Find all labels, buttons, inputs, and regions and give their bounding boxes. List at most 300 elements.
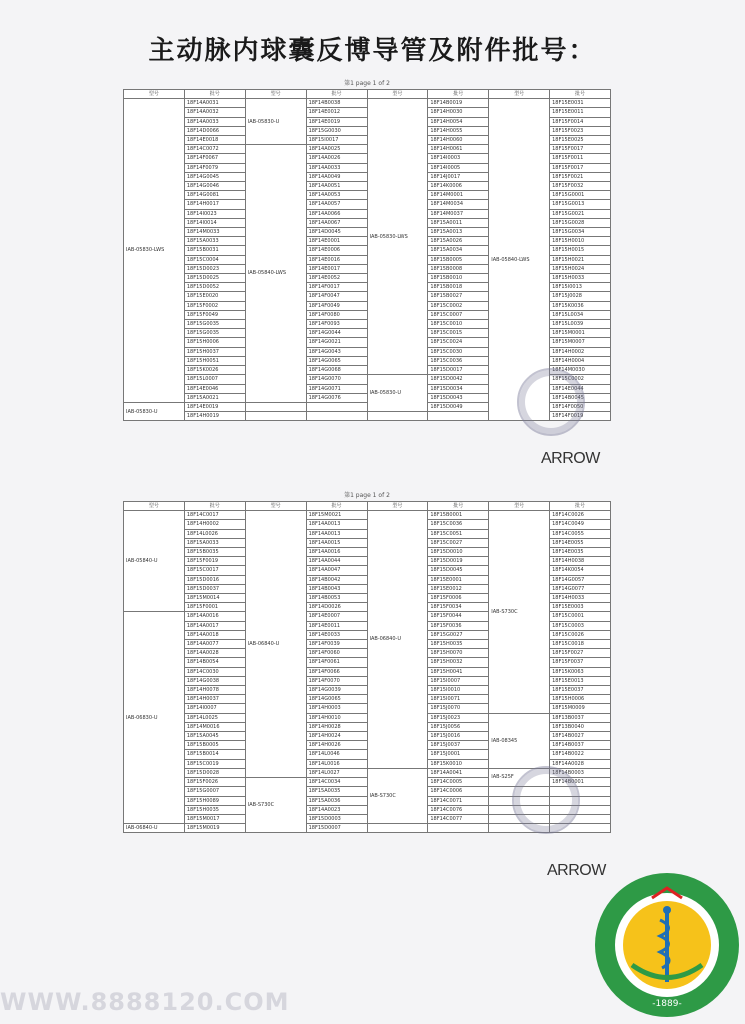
lot-cell: 18F14I0005: [428, 163, 489, 172]
empty-cell: [367, 412, 428, 421]
lot-cell: 18F15H0024: [550, 264, 611, 273]
lot-cell: 18F15K0026: [184, 366, 245, 375]
model-header: 型号: [367, 90, 428, 99]
lot-cell: 18F15C0036: [428, 520, 489, 529]
arrow-logo: ARROW: [541, 450, 600, 467]
lot-cell: 18F14G0081: [184, 191, 245, 200]
lot-cell: 18F14E0019: [306, 117, 367, 126]
lot-cell: 18F15E0011: [550, 108, 611, 117]
lot-cell: 18F14A0028: [184, 649, 245, 658]
lot-cell: 18F14H0037: [184, 695, 245, 704]
lot-cell: 18F15J0028: [550, 292, 611, 301]
model-cell: IAB-S730C: [245, 778, 306, 833]
lot-header: 批号: [550, 502, 611, 511]
model-cell: IAB-05830-U: [245, 99, 306, 145]
lot-cell: 18F14H0026: [306, 741, 367, 750]
lot-cell: 18F14G0077: [550, 584, 611, 593]
lot-cell: 18F14H0028: [306, 722, 367, 731]
lot-cell: 18F15C0051: [428, 529, 489, 538]
lot-cell: 18F15H0033: [550, 274, 611, 283]
lot-cell: 18F15E0037: [550, 686, 611, 695]
model-cell: IAB-S730C: [367, 768, 428, 823]
lot-cell: 18F14E0044: [550, 384, 611, 393]
lot-cell: 18F14A0033: [306, 163, 367, 172]
lot-cell: 18F14C0076: [428, 805, 489, 814]
lot-cell: 18F14F0070: [306, 676, 367, 685]
lot-cell: 18F15C0019: [184, 759, 245, 768]
lot-cell: 18F14H0002: [550, 347, 611, 356]
lot-cell: 18F15D0052: [184, 283, 245, 292]
lot-cell: 18F15C0002: [550, 375, 611, 384]
lot-cell: 18F15D0010: [428, 548, 489, 557]
lot-cell: 18F14E0035: [550, 548, 611, 557]
lot-cell: 18F14H0017: [184, 200, 245, 209]
lot-cell: 18F15I0007: [428, 676, 489, 685]
table-caption: 第1 page 1 of 2: [344, 492, 390, 499]
lot-cell: 18F14E0016: [306, 255, 367, 264]
lot-cell: 18F14A0026: [306, 154, 367, 163]
lot-header: 批号: [306, 502, 367, 511]
company-stamp: [517, 368, 585, 436]
lot-cell: 18F14E0052: [306, 274, 367, 283]
lot-cell: 18F15H0035: [428, 640, 489, 649]
lot-cell: 18F14C0005: [428, 778, 489, 787]
lot-cell: 18F15D0045: [428, 566, 489, 575]
lot-cell: 18F14M0016: [184, 722, 245, 731]
lot-cell: 18F14F0039: [306, 640, 367, 649]
lot-cell: 18F15F0002: [184, 301, 245, 310]
empty-cell: [245, 402, 306, 411]
lot-cell: 18F15G0035: [184, 329, 245, 338]
lot-cell: 18F14A0023: [306, 805, 367, 814]
lot-cell: 18F15L0034: [550, 310, 611, 319]
lot-cell: 18F14L0027: [306, 768, 367, 777]
model-header: 型号: [489, 90, 550, 99]
lot-cell: 18F15C0007: [428, 310, 489, 319]
lot-cell: 18F14F0080: [306, 310, 367, 319]
lot-cell: 18F13B0037: [550, 713, 611, 722]
lot-cell: 18F15H0089: [184, 796, 245, 805]
model-header: 型号: [245, 502, 306, 511]
svg-text:-1889-: -1889-: [652, 999, 682, 1009]
lot-cell: 18F14B0027: [550, 732, 611, 741]
lot-cell: 18F15E0031: [550, 99, 611, 108]
lot-cell: 18F15C0002: [428, 301, 489, 310]
lot-cell: 18F14A0077: [184, 640, 245, 649]
lot-cell: 18F14I0014: [184, 218, 245, 227]
lot-cell: 18F14F0093: [306, 320, 367, 329]
lot-cell: 18F14A0041: [428, 768, 489, 777]
lot-cell: 18F14A0032: [184, 108, 245, 117]
website-watermark: WWW.8888120.COM: [0, 988, 290, 1016]
model-header: 型号: [489, 502, 550, 511]
empty-cell: [306, 402, 367, 411]
lot-cell: 18F15H0070: [428, 649, 489, 658]
lot-cell: 18F14B0001: [550, 778, 611, 787]
lot-cell: 18F14E0046: [184, 384, 245, 393]
model-cell: IAB-05830-LWS: [367, 99, 428, 375]
lot-cell: 18F14A0033: [184, 117, 245, 126]
lot-cell: 18F15H0006: [550, 695, 611, 704]
lot-cell: 18F14C0049: [550, 520, 611, 529]
lot-cell: 18F15J0070: [428, 704, 489, 713]
lot-cell: 18F15H0051: [184, 356, 245, 365]
lot-cell: 18F15D0019: [428, 557, 489, 566]
lot-cell: 18F14G0039: [306, 686, 367, 695]
lot-cell: 18F15B0001: [428, 511, 489, 520]
lot-cell: 18F14D0026: [306, 603, 367, 612]
lot-cell: 18F14M0037: [428, 209, 489, 218]
lot-cell: 18F14L0026: [184, 529, 245, 538]
lot-cell: 18F14C0026: [550, 511, 611, 520]
lot-cell: 18F15C0018: [550, 640, 611, 649]
model-cell: IAB-05840-U: [124, 511, 185, 612]
lot-cell: 18F14C0017: [184, 511, 245, 520]
lot-cell: 18F15E0003: [550, 603, 611, 612]
lot-cell: 18F15H0037: [184, 347, 245, 356]
lot-cell: 18F14I0003: [428, 154, 489, 163]
lot-cell: 18F15G0001: [550, 191, 611, 200]
lot-cell: 18F15I0017: [306, 136, 367, 145]
lot-header: 批号: [550, 90, 611, 99]
lot-cell: 18F15C0024: [428, 338, 489, 347]
lot-header: 批号: [428, 502, 489, 511]
lot-cell: 18F14H0038: [550, 557, 611, 566]
lot-cell: 18F15L0007: [184, 375, 245, 384]
lot-cell: 18F14A0051: [306, 182, 367, 191]
lot-cell: 18F15D0016: [184, 575, 245, 584]
lot-cell: 18F15C0001: [550, 612, 611, 621]
lot-cell: 18F15H0015: [550, 246, 611, 255]
lot-cell: 18F15M0019: [184, 824, 245, 833]
lot-cell: 18F15F0034: [428, 603, 489, 612]
lot-cell: 18F15J0056: [428, 722, 489, 731]
model-header: 型号: [124, 502, 185, 511]
lot-cell: 18F15D0049: [428, 402, 489, 411]
lot-cell: 18F14H0002: [184, 520, 245, 529]
lot-cell: 18F14C0072: [184, 145, 245, 154]
empty-cell: [306, 412, 367, 421]
lot-cell: 18F14I0007: [184, 704, 245, 713]
model-cell: IAB-05830-LWS: [124, 99, 185, 403]
lot-cell: 18F14A0049: [306, 172, 367, 181]
lot-cell: 18F14C0006: [428, 787, 489, 796]
lot-cell: 18F14F0066: [306, 667, 367, 676]
lot-cell: 18F14A0047: [306, 566, 367, 575]
lot-cell: 18F14A0057: [306, 200, 367, 209]
lot-cell: 18F15C0010: [428, 320, 489, 329]
lot-cell: 18F15I0071: [428, 695, 489, 704]
lot-cell: 18F15M0014: [184, 594, 245, 603]
lot-cell: 18F14B0019: [428, 99, 489, 108]
lot-cell: 18F14E0012: [306, 108, 367, 117]
lot-cell: 18F14M0034: [428, 200, 489, 209]
model-cell: IAB-06830-U: [124, 612, 185, 824]
lot-cell: 18F15B0014: [184, 750, 245, 759]
lot-cell: 18F15C0030: [428, 347, 489, 356]
lot-cell: 18F14G0021: [306, 338, 367, 347]
lot-cell: 18F15M0009: [550, 704, 611, 713]
lot-cell: 18F15B0010: [428, 274, 489, 283]
lot-cell: 18F15D0023: [184, 264, 245, 273]
lot-cell: 18F15A0011: [428, 218, 489, 227]
lot-cell: 18F15B0005: [184, 741, 245, 750]
lot-cell: 18F14F0060: [306, 649, 367, 658]
lot-cell: 18F15A0013: [428, 228, 489, 237]
lot-cell: 18F14G0044: [306, 329, 367, 338]
table-caption: 第1 page 1 of 2: [344, 80, 390, 87]
lot-cell: 18F15D0034: [428, 384, 489, 393]
lot-cell: 18F14H0024: [306, 732, 367, 741]
lot-cell: 18F14A0013: [306, 529, 367, 538]
lot-cell: 18F15C0015: [428, 329, 489, 338]
lot-cell: 18F15F0006: [428, 594, 489, 603]
lot-cell: 18F14L0025: [184, 713, 245, 722]
lot-cell: 18F14G0065: [306, 695, 367, 704]
lot-cell: 18F14E0001: [306, 237, 367, 246]
lot-cell: 18F14K0006: [428, 182, 489, 191]
lot-cell: 18F14H0010: [306, 713, 367, 722]
lot-cell: 18F14L0016: [306, 759, 367, 768]
lot-cell: 18F15M0007: [550, 338, 611, 347]
lot-cell: 18F15F0017: [550, 145, 611, 154]
lot-cell: 18F14D0066: [184, 126, 245, 135]
lot-cell: 18F15G0034: [550, 228, 611, 237]
lot-cell: 18F14F0079: [184, 163, 245, 172]
lot-cell: 18F14A0025: [306, 145, 367, 154]
lot-cell: 18F15I0013: [550, 283, 611, 292]
lot-cell: 18F14B0045: [550, 393, 611, 402]
lot-cell: 18F14H0004: [550, 356, 611, 365]
lot-cell: 18F14G0043: [306, 347, 367, 356]
lot-cell: 18F15G0027: [428, 630, 489, 639]
lot-cell: 18F15F0032: [550, 182, 611, 191]
lot-cell: 18F14F0050: [550, 402, 611, 411]
lot-cell: 18F15C0003: [550, 621, 611, 630]
lot-cell: 18F15H0021: [550, 255, 611, 264]
lot-cell: 18F14A0018: [184, 630, 245, 639]
lot-cell: 18F14A0015: [306, 538, 367, 547]
lot-cell: 18F15A0036: [306, 796, 367, 805]
lot-cell: 18F15B0018: [428, 283, 489, 292]
lot-cell: 18F14G0045: [184, 172, 245, 181]
lot-cell: 18F14F0047: [306, 292, 367, 301]
model-cell: IAB-05830-U: [124, 402, 185, 420]
lot-cell: 18F15M0017: [184, 814, 245, 823]
lot-cell: 18F15K0063: [550, 667, 611, 676]
lot-cell: 18F14F0019: [550, 412, 611, 421]
company-stamp: [512, 766, 580, 834]
lot-cell: 18F14A0044: [306, 557, 367, 566]
lot-cell: 18F14C0030: [184, 667, 245, 676]
lot-cell: 18F15M0021: [306, 511, 367, 520]
lot-cell: 18F14C0077: [428, 814, 489, 823]
model-header: 型号: [245, 90, 306, 99]
lot-cell: 18F15B0031: [184, 246, 245, 255]
lot-header: 批号: [428, 90, 489, 99]
lot-header: 批号: [184, 502, 245, 511]
lot-cell: 18F15F0044: [428, 612, 489, 621]
lot-cell: 18F14E0055: [550, 538, 611, 547]
lot-cell: 18F15B0027: [428, 292, 489, 301]
lot-cell: 18F15J0023: [428, 713, 489, 722]
lot-cell: 18F15H0010: [550, 237, 611, 246]
lot-cell: 18F15F0026: [184, 778, 245, 787]
lot-cell: 18F15A0035: [306, 787, 367, 796]
lot-cell: 18F15E0012: [428, 584, 489, 593]
lot-cell: 18F14E0011: [306, 621, 367, 630]
lot-cell: 18F14E0007: [306, 612, 367, 621]
lot-cell: 18F15L0039: [550, 320, 611, 329]
lot-cell: 18F15F0019: [184, 557, 245, 566]
lot-cell: 18F14F0017: [306, 283, 367, 292]
lot-cell: 18F15D0028: [184, 768, 245, 777]
lot-cell: 18F14B0038: [306, 99, 367, 108]
lot-cell: 18F15K0036: [550, 301, 611, 310]
model-header: 型号: [124, 90, 185, 99]
lot-cell: 18F15F0027: [550, 649, 611, 658]
lot-cell: 18F14B0022: [550, 750, 611, 759]
lot-cell: 18F14E0006: [306, 246, 367, 255]
lot-cell: 18F14B0054: [184, 658, 245, 667]
lot-cell: 18F15B0005: [428, 255, 489, 264]
lot-cell: 18F14H0060: [428, 136, 489, 145]
lot-cell: 18F14D0045: [306, 228, 367, 237]
lot-cell: 18F15A0021: [184, 393, 245, 402]
lot-cell: 18F15E0020: [184, 292, 245, 301]
table-row: [124, 99, 611, 108]
lot-cell: 18F15D0017: [428, 366, 489, 375]
empty-cell: [428, 412, 489, 421]
lot-cell: 18F14A0066: [306, 209, 367, 218]
lot-cell: 18F15B0008: [428, 264, 489, 273]
hospital-seal-logo: [592, 870, 742, 1020]
lot-cell: 18F14M0033: [184, 228, 245, 237]
lot-cell: 18F15J0016: [428, 732, 489, 741]
lot-cell: 18F15D0003: [306, 814, 367, 823]
lot-cell: 18F15C0036: [428, 356, 489, 365]
lot-cell: 18F14E0017: [306, 264, 367, 273]
lot-cell: 18F14C0055: [550, 529, 611, 538]
lot-cell: 18F14H0061: [428, 145, 489, 154]
lot-cell: 18F14A0013: [306, 520, 367, 529]
lot-cell: 18F14B0043: [306, 584, 367, 593]
lot-cell: 18F14E0019: [184, 402, 245, 411]
lot-cell: 18F15D0007: [306, 824, 367, 833]
model-cell: IAB-05830-U: [367, 375, 428, 412]
lot-cell: 18F14H0054: [428, 117, 489, 126]
lot-cell: 18F14G0057: [550, 575, 611, 584]
lot-cell: 18F14M0030: [550, 366, 611, 375]
lot-cell: 18F14G0038: [184, 676, 245, 685]
lot-cell: 18F14G0068: [306, 366, 367, 375]
model-cell: IAB-08345: [489, 713, 550, 768]
lot-cell: 18F15C0017: [184, 566, 245, 575]
lot-cell: 18F14G0071: [306, 384, 367, 393]
lot-cell: 18F14A0067: [306, 218, 367, 227]
lot-cell: 18F15F0023: [550, 126, 611, 135]
lot-cell: 18F15F0021: [550, 172, 611, 181]
lot-cell: 18F14L0046: [306, 750, 367, 759]
lot-cell: 18F14A0028: [550, 759, 611, 768]
lot-cell: 18F15I0010: [428, 686, 489, 695]
empty-cell: [245, 412, 306, 421]
lot-cell: 18F14F0067: [184, 154, 245, 163]
model-cell: IAB-06840-U: [245, 511, 306, 778]
lot-header: 批号: [306, 90, 367, 99]
lot-cell: 18F14A0053: [306, 191, 367, 200]
lot-cell: 18F14A0031: [184, 99, 245, 108]
lot-cell: 18F14H0003: [306, 704, 367, 713]
lot-header: 批号: [184, 90, 245, 99]
model-cell: IAB-06840-U: [367, 511, 428, 769]
lot-cell: 18F15A0026: [428, 237, 489, 246]
lot-cell: 18F15A0033: [184, 538, 245, 547]
document-title: 主动脉内球囊反博导管及附件批号：: [148, 36, 597, 66]
lot-cell: 18F14A0016: [184, 612, 245, 621]
lot-cell: 18F15C0027: [428, 538, 489, 547]
lot-cell: 18F15F0014: [550, 117, 611, 126]
lot-cell: 18F14J0017: [428, 172, 489, 181]
lot-cell: 18F14C0034: [306, 778, 367, 787]
lot-cell: 18F14B0037: [550, 741, 611, 750]
lot-cell: 18F15C0026: [550, 630, 611, 639]
lot-cell: 18F15M0001: [550, 329, 611, 338]
lot-cell: 18F14H0019: [184, 412, 245, 421]
lot-cell: 18F14E0033: [306, 630, 367, 639]
empty-cell: [367, 824, 428, 833]
lot-cell: 18F14G0065: [306, 356, 367, 365]
lot-cell: 18F15D0025: [184, 274, 245, 283]
table-row: [124, 511, 611, 520]
lot-cell: 18F14F0049: [306, 301, 367, 310]
lot-cell: 18F15G0028: [550, 218, 611, 227]
lot-cell: 18F14B0042: [306, 575, 367, 584]
lot-cell: 18F15E0001: [428, 575, 489, 584]
lot-cell: 18F14H0033: [550, 594, 611, 603]
lot-cell: 18F15E0013: [550, 676, 611, 685]
lot-cell: 18F15F0036: [428, 621, 489, 630]
lot-cell: 18F15D0037: [184, 584, 245, 593]
lot-cell: 18F14K0054: [550, 566, 611, 575]
lot-cell: 18F15A0033: [184, 237, 245, 246]
lot-cell: 18F14F0061: [306, 658, 367, 667]
lot-cell: 18F14C0071: [428, 796, 489, 805]
model-cell: IAB-S730C: [489, 511, 550, 713]
lot-cell: 18F14A0016: [306, 548, 367, 557]
lot-cell: 18F15D0042: [428, 375, 489, 384]
lot-cell: 18F15A0045: [184, 732, 245, 741]
lot-cell: 18F15H0006: [184, 338, 245, 347]
model-cell: IAB-05840-LWS: [489, 99, 550, 421]
lot-cell: 18F14H0055: [428, 126, 489, 135]
lot-cell: 18F15G0007: [184, 787, 245, 796]
lot-cell: 18F15F0017: [550, 163, 611, 172]
lot-cell: 18F15F0011: [550, 154, 611, 163]
lot-cell: 18F14G0046: [184, 182, 245, 191]
lot-cell: 18F15G0013: [550, 200, 611, 209]
lot-cell: 18F15J0001: [428, 750, 489, 759]
lot-cell: 18F14E0018: [184, 136, 245, 145]
lot-cell: 18F15J0037: [428, 741, 489, 750]
lot-cell: 18F14B0053: [306, 594, 367, 603]
model-header: 型号: [367, 502, 428, 511]
lot-cell: 18F15E0025: [550, 136, 611, 145]
arrow-logo: ARROW: [547, 862, 606, 879]
lot-cell: 18F15B0035: [184, 548, 245, 557]
lot-cell: 18F15C0004: [184, 255, 245, 264]
lot-cell: 18F14H0078: [184, 686, 245, 695]
